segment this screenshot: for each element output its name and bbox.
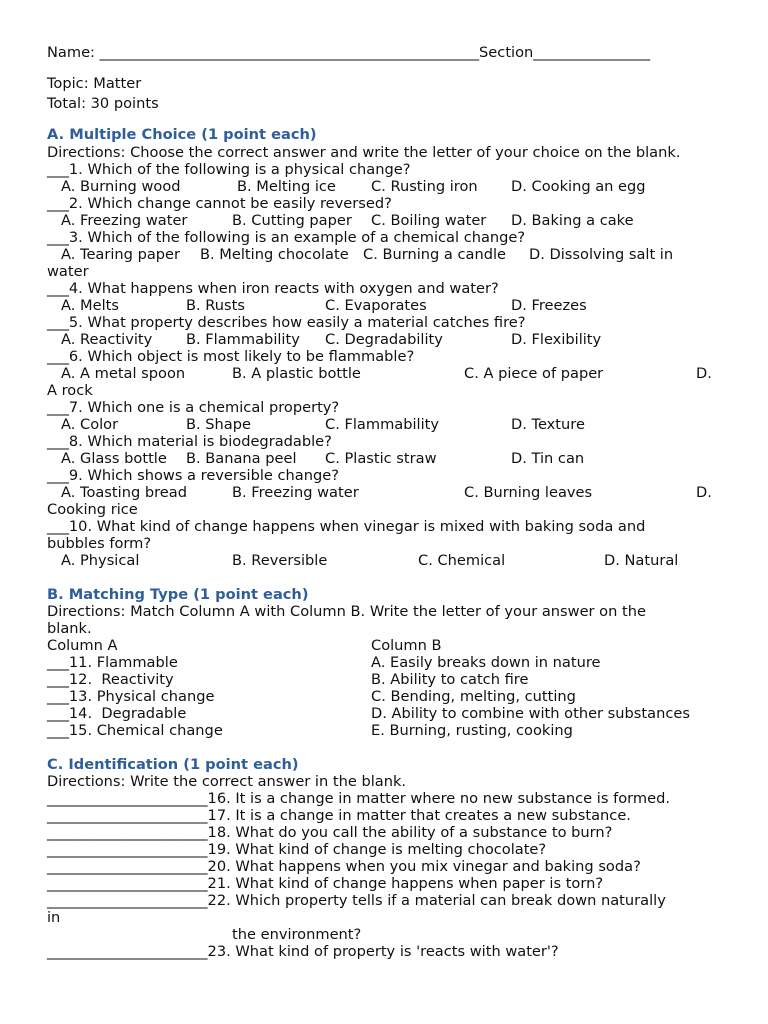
q4-option-b: B. Rusts (186, 297, 245, 314)
column-a-item: ___11. Flammable (47, 654, 178, 671)
q9-option-a: A. Toasting bread (61, 484, 187, 501)
q10-option-d: D. Natural (604, 552, 679, 569)
section-a-title: A. Multiple Choice (1 point each) (47, 126, 317, 143)
question-1: ___1. Which of the following is a physical change? (47, 161, 411, 178)
q3-option-d-cont: water (47, 263, 89, 280)
column-b-item: D. Ability to combine with other substances (371, 705, 690, 722)
column-a-item: ___13. Physical change (47, 688, 215, 705)
section-b-title: B. Matching Type (1 point each) (47, 586, 309, 603)
identification-item-22-cont: in (47, 909, 61, 926)
q3-option-c: C. Burning a candle (363, 246, 507, 263)
question-7: ___7. Which one is a chemical property? (47, 399, 340, 416)
section-b-directions: Directions: Match Column A with Column B. Write the letter of your answer on the (47, 603, 646, 620)
q5-option-d: D. Flexibility (511, 331, 602, 348)
identification-item: ______________________19. What kind of change is melting chocolate? (47, 841, 547, 858)
q1-option-b: B. Melting ice (237, 178, 336, 195)
column-a-header: Column A (47, 637, 118, 654)
q9-option-d-cont: Cooking rice (47, 501, 138, 518)
identification-item: ______________________23. What kind of property is 'reacts with water'? (47, 943, 559, 960)
identification-item-22-cont2: the environment? (232, 926, 362, 943)
q5-option-c: C. Degradability (325, 331, 443, 348)
question-6: ___6. Which object is most likely to be flammable? (47, 348, 415, 365)
q9-option-b: B. Freezing water (232, 484, 359, 501)
q6-option-b: B. A plastic bottle (232, 365, 361, 382)
q2-option-b: B. Cutting paper (232, 212, 352, 229)
identification-item: ______________________22. Which property tells if a material can break down naturally (47, 892, 666, 909)
q8-option-b: B. Banana peel (186, 450, 297, 467)
q7-option-d: D. Texture (511, 416, 585, 433)
column-b-item: C. Bending, melting, cutting (371, 688, 576, 705)
identification-item: ______________________16. It is a change in matter where no new substance is formed. (47, 790, 670, 807)
question-4: ___4. What happens when iron reacts with oxygen and water? (47, 280, 499, 297)
question-10: ___10. What kind of change happens when vinegar is mixed with baking soda and (47, 518, 646, 535)
question-9: ___9. Which shows a reversible change? (47, 467, 339, 484)
section-c-directions: Directions: Write the correct answer in the blank. (47, 773, 407, 790)
question-5: ___5. What property describes how easily a material catches fire? (47, 314, 526, 331)
column-a-item: ___15. Chemical change (47, 722, 223, 739)
q1-option-c: C. Rusting iron (371, 178, 478, 195)
q2-option-a: A. Freezing water (61, 212, 188, 229)
q9-option-d: D. (696, 484, 712, 501)
section-c-title: C. Identification (1 point each) (47, 756, 299, 773)
total-line: Total: 30 points (47, 95, 159, 112)
q4-option-c: C. Evaporates (325, 297, 427, 314)
question-3: ___3. Which of the following is an example of a chemical change? (47, 229, 526, 246)
q8-option-c: C. Plastic straw (325, 450, 437, 467)
column-b-item: E. Burning, rusting, cooking (371, 722, 573, 739)
column-a-item: ___14. Degradable (47, 705, 187, 722)
q6-option-d: D. (696, 365, 712, 382)
q5-option-a: A. Reactivity (61, 331, 153, 348)
q10-option-b: B. Reversible (232, 552, 328, 569)
topic-line: Topic: Matter (47, 75, 142, 92)
q4-option-d: D. Freezes (511, 297, 587, 314)
q5-option-b: B. Flammability (186, 331, 300, 348)
q6-option-d-cont: A rock (47, 382, 93, 399)
identification-item: ______________________20. What happens when you mix vinegar and baking soda? (47, 858, 641, 875)
q10-option-c: C. Chemical (418, 552, 506, 569)
column-b-header: Column B (371, 637, 442, 654)
question-10-cont: bubbles form? (47, 535, 152, 552)
q3-option-d: D. Dissolving salt in (529, 246, 674, 263)
q1-option-d: D. Cooking an egg (511, 178, 646, 195)
q10-option-a: A. Physical (61, 552, 140, 569)
column-b-item: A. Easily breaks down in nature (371, 654, 601, 671)
q6-option-c: C. A piece of paper (464, 365, 604, 382)
q4-option-a: A. Melts (61, 297, 119, 314)
q2-option-c: C. Boiling water (371, 212, 487, 229)
q8-option-d: D. Tin can (511, 450, 585, 467)
q7-option-a: A. Color (61, 416, 119, 433)
identification-item: ______________________17. It is a change in matter that creates a new substance. (47, 807, 631, 824)
q2-option-d: D. Baking a cake (511, 212, 634, 229)
q8-option-a: A. Glass bottle (61, 450, 167, 467)
q3-option-b: B. Melting chocolate (200, 246, 349, 263)
q7-option-b: B. Shape (186, 416, 251, 433)
name-section-line: Name: ____________________________________________________Section________________ (47, 44, 651, 61)
q6-option-a: A. A metal spoon (61, 365, 186, 382)
identification-item: ______________________21. What kind of change happens when paper is torn? (47, 875, 604, 892)
identification-item: ______________________18. What do you call the ability of a substance to burn? (47, 824, 613, 841)
q3-option-a: A. Tearing paper (61, 246, 181, 263)
q1-option-a: A. Burning wood (61, 178, 181, 195)
question-8: ___8. Which material is biodegradable? (47, 433, 332, 450)
column-b-item: B. Ability to catch fire (371, 671, 529, 688)
question-2: ___2. Which change cannot be easily reversed? (47, 195, 392, 212)
section-a-directions: Directions: Choose the correct answer and write the letter of your choice on the blank. (47, 144, 681, 161)
q9-option-c: C. Burning leaves (464, 484, 593, 501)
column-a-item: ___12. Reactivity (47, 671, 174, 688)
section-b-directions-cont: blank. (47, 620, 92, 637)
q7-option-c: C. Flammability (325, 416, 440, 433)
